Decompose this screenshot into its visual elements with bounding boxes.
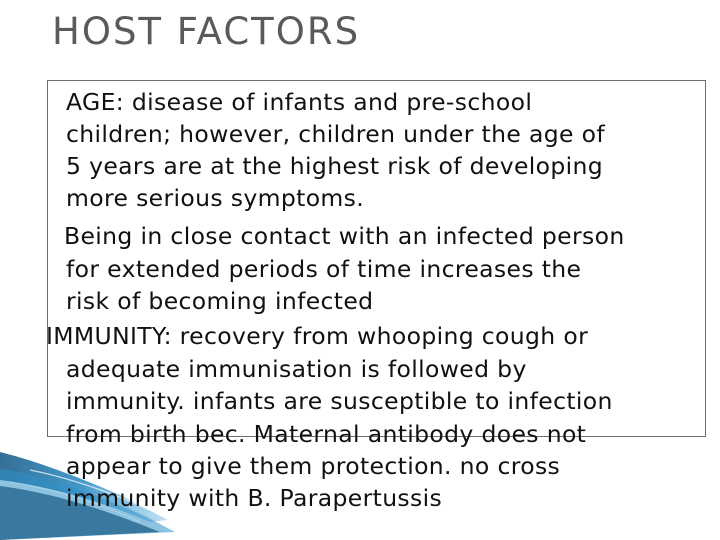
contact-line-2: for extended periods of time increases the	[66, 255, 582, 283]
age-line-4: more serious symptoms.	[66, 184, 365, 212]
immunity-line-1: IMMUNITY: recovery from whooping cough or	[46, 322, 589, 350]
age-line-2: children; however, children under the age of	[66, 120, 605, 148]
immunity-line-3: immunity. infants are susceptible to infection	[66, 387, 613, 415]
immunity-line-5: appear to give them protection. no cross	[66, 452, 561, 480]
immunity-term: IMMUNITY	[46, 322, 164, 350]
immunity-line-4: from birth bec. Maternal antibody does not	[66, 420, 587, 448]
slide-title: HOST FACTORS	[52, 10, 361, 53]
contact-line-3: risk of becoming infected	[66, 287, 374, 315]
age-line-1: AGE: disease of infants and pre-school	[66, 88, 533, 116]
contact-line-1: Being in close contact with an infected person	[64, 222, 625, 250]
immunity-line-6: immunity with B. Parapertussis	[66, 484, 443, 512]
age-term: AGE	[66, 88, 116, 116]
immunity-line-2: adequate immunisation is followed by	[66, 355, 527, 383]
age-line-3: 5 years are at the highest risk of developing	[66, 152, 604, 180]
